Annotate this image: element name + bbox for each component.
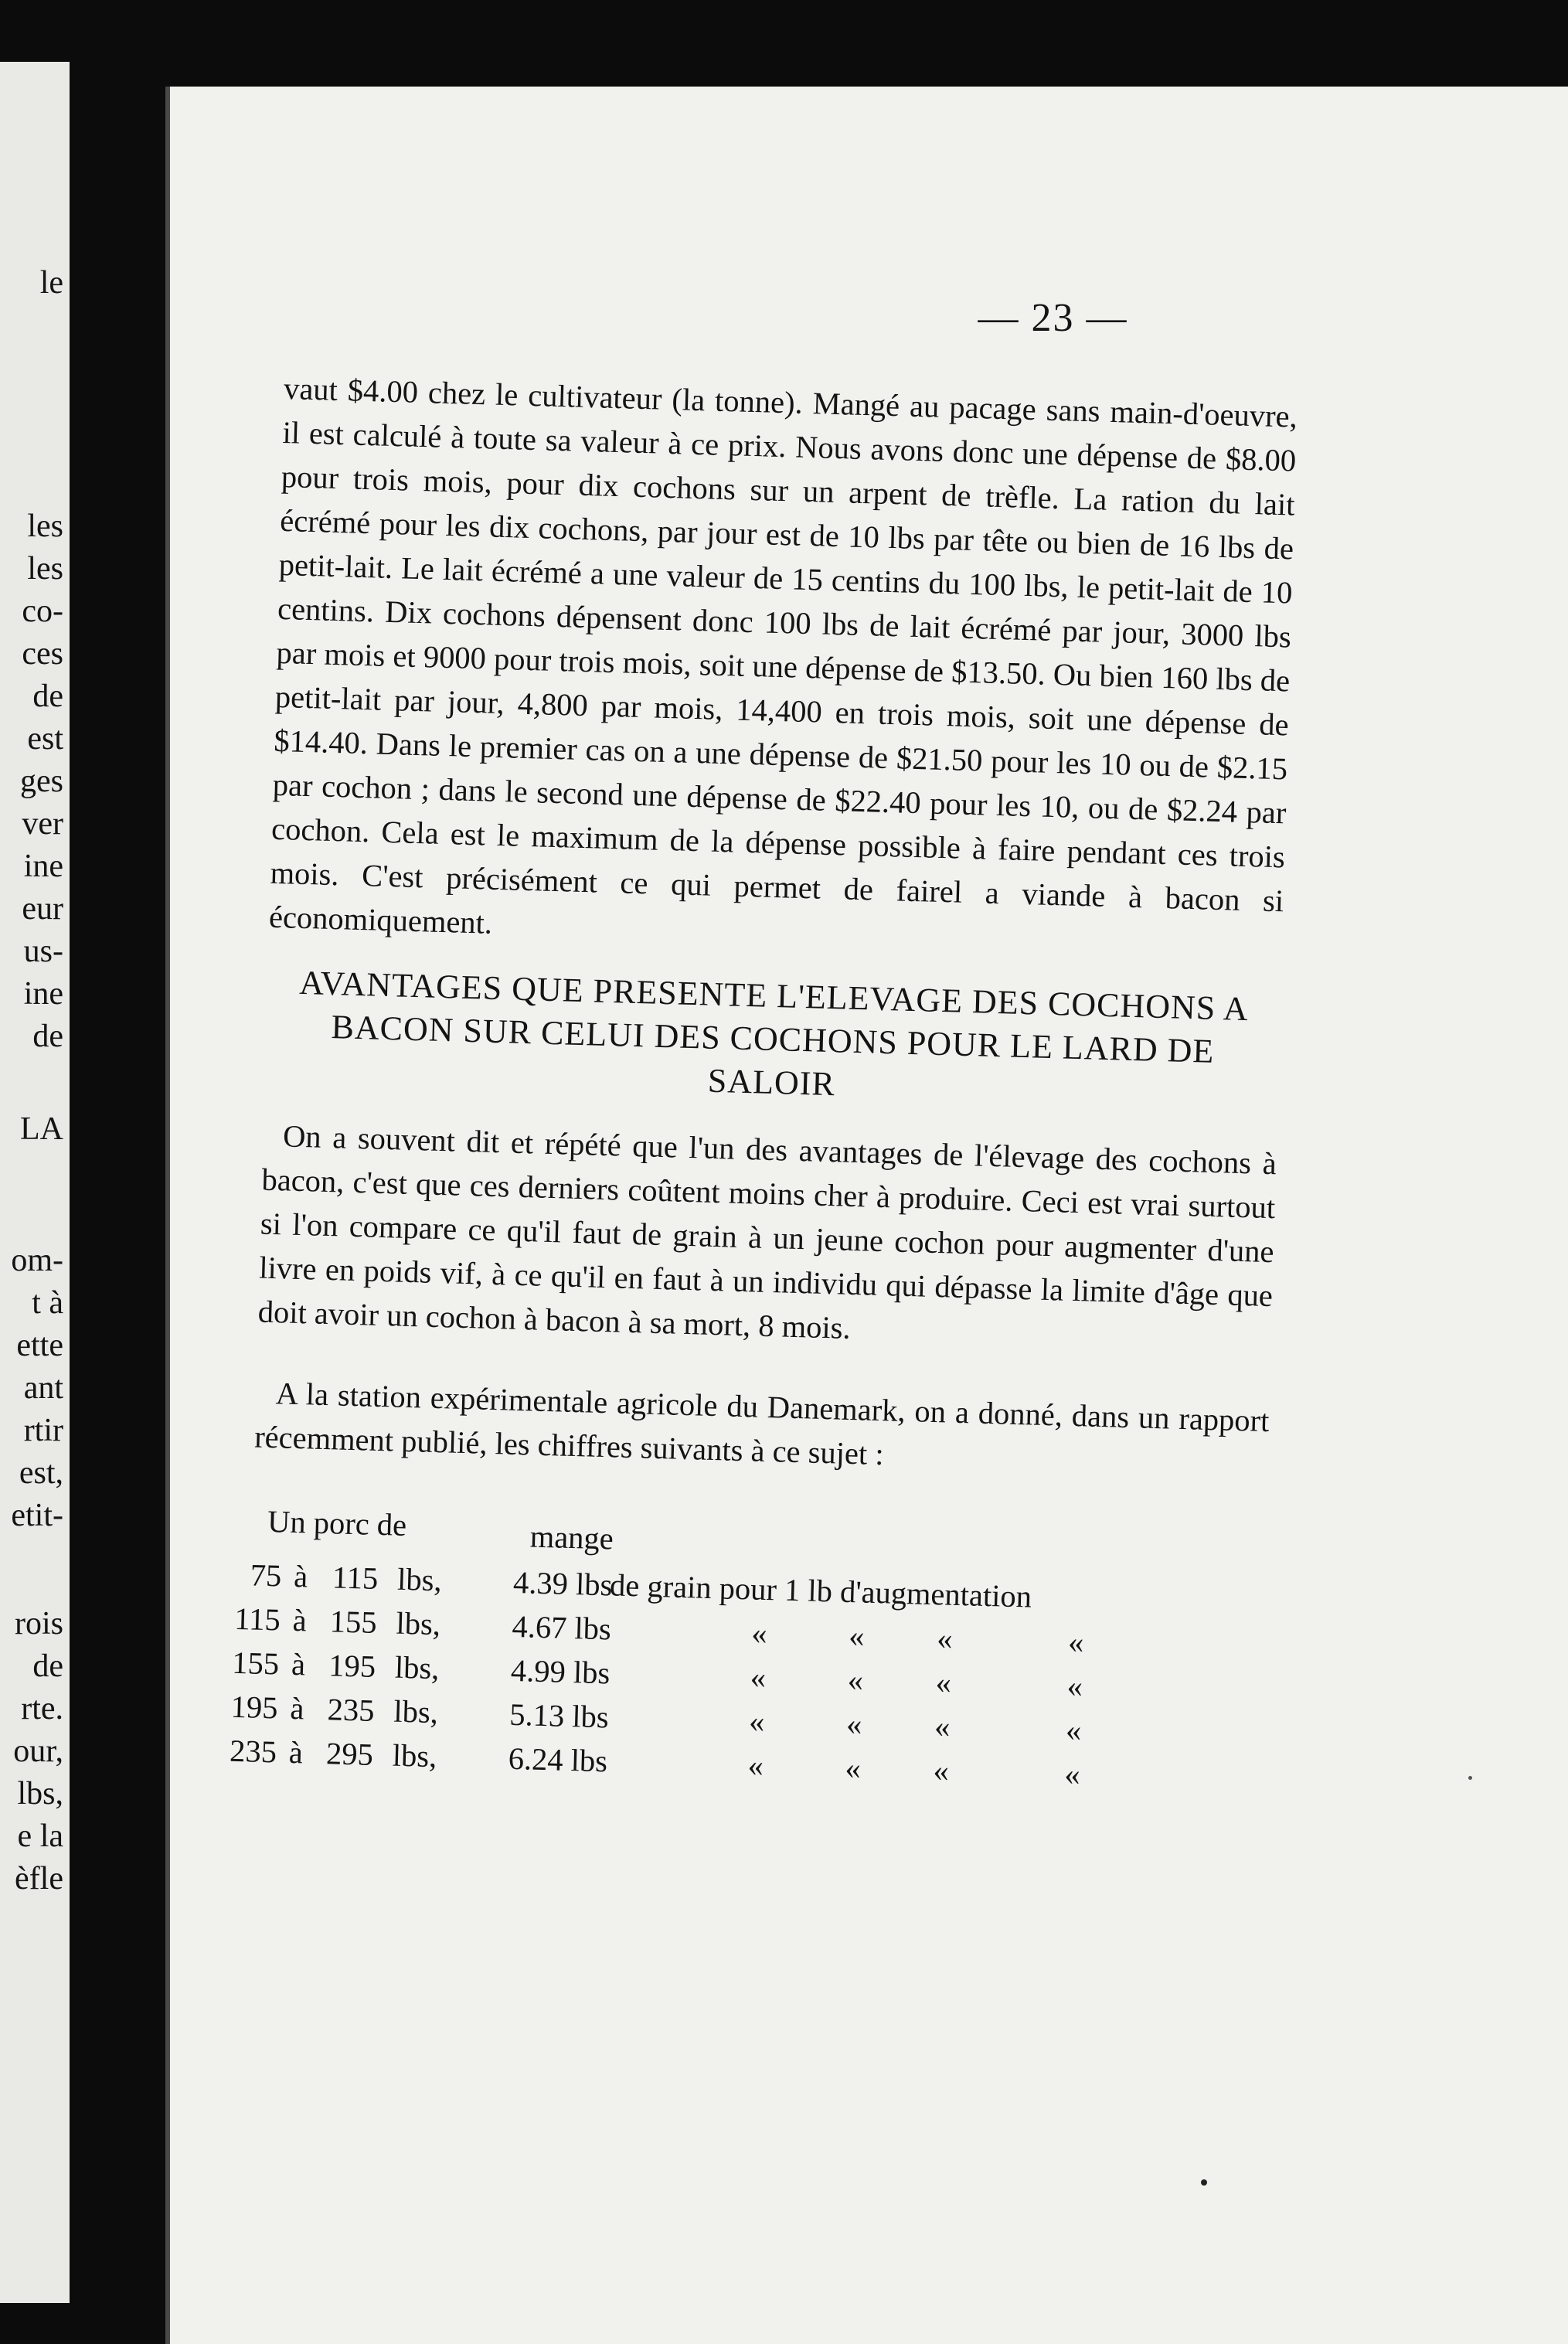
table-cell-q4: « [1067, 1624, 1085, 1660]
left-page-fragment-text: de [32, 1648, 63, 1684]
table-cell-a: à [291, 1646, 306, 1682]
table-cell-to: 155 [329, 1604, 378, 1640]
table-cell-grain: 5.13 lbs [508, 1696, 610, 1735]
table-cell-grain: 4.39 lbs [512, 1564, 614, 1603]
table-cell-grain: 6.24 lbs [508, 1740, 608, 1779]
section-heading: AVANTAGES QUE PRESENTE L'ELEVAGE DES COCHONS A BACON SUR CELUI DES COCHONS POUR LE LARD DE SALOIR [298, 963, 1250, 1104]
left-page-fragment-text: ges [20, 764, 63, 799]
table-rows [229, 1553, 1264, 1801]
table-cell-q1: « [748, 1703, 766, 1740]
table-cell-a: à [293, 1558, 308, 1594]
table-cell-from: 235 [229, 1733, 277, 1770]
left-page-fragment-text: ces [22, 636, 63, 672]
left-page-fragment-text: us- [23, 934, 63, 969]
table-header-eats: mange [529, 1519, 614, 1556]
left-page-fragment-text: t à [32, 1285, 63, 1321]
table-cell-unit: lbs, [394, 1649, 440, 1686]
table-cell-unit: lbs, [396, 1605, 441, 1642]
table-cell-q3: « [932, 1753, 950, 1788]
table-cell-from: 115 [233, 1601, 281, 1638]
table-cell-from: 155 [231, 1645, 280, 1682]
left-page-fragment-text: rte. [21, 1691, 63, 1727]
table-cell-to: 195 [328, 1648, 376, 1684]
left-page-fragment-text: lbs, [17, 1776, 63, 1812]
document-page [165, 87, 1568, 2344]
left-page-fragment-text: rtir [23, 1413, 63, 1448]
grain-table [229, 1499, 1266, 1801]
table-cell-unit: lbs, [393, 1693, 439, 1730]
left-page-fragment-text: les [27, 509, 63, 544]
left-page-fragment-text: our, [13, 1733, 63, 1769]
left-page-fragment-text: les [27, 551, 63, 587]
table-cell-grain: 4.99 lbs [510, 1652, 611, 1691]
speck [1468, 1776, 1472, 1780]
left-page-fragment-text: rois [15, 1606, 63, 1641]
paragraph-1: vaut $4.00 chez le cultivateur (la tonne). Mangé au pacage sans main-d'oeuvre, il est calculé à toute sa valeur à ce prix. Nous avons donc une dépense de $8.00 pour trois mois, pour dix cochons sur un arpent de trèfle. La ration du lait écrémé pour les dix cochons, par jour est de 10 lbs par tête ou bien de 16 lbs de petit-lait. Le lait écrémé a une valeur de 15 centins du 100 lbs, le petit-lait de 10 centins. Dix cochons dépensent donc 100 lbs de lait écrémé par jour, 3000 lbs par mois et 9000 pour trois mois, soit une dépense de $13.50. Ou bien 160 lbs de petit-lait par jour, 4,800 par mois, 14,400 en trois mois, soit une dépense de $14.40. Dans le premier cas on a une dépense de $21.50 pour les 10 ou de $2.15 par cochon ; dans le second une dépense de $22.40 pour les 10, ou de $2.24 par cochon. Cela est le maximum de la dépense possible à faire pendant ces trois mois. C'est précisément ce qui permet de fairel a viande à bacon si économiquement. [268, 370, 1298, 941]
left-page-fragment-text: ine [23, 849, 63, 884]
table-cell-from: 195 [230, 1689, 279, 1726]
table-cell-q3: « [934, 1709, 951, 1744]
table-cell-q4: « [1066, 1668, 1083, 1704]
left-page-fragment-text: om- [11, 1243, 63, 1278]
table-cell-q4: « [1063, 1756, 1081, 1792]
table-cell-q2: « [845, 1706, 863, 1742]
paragraph-2: On a souvent dit et répété que l'un des avantages de l'élevage des cochons à bacon, c'est que ces derniers coûtent moins cher à produire. Ceci est vrai surtout si l'on compare ce qu'il faut de grain à un jeune cochon pour augmenter d'une livre en poids vif, à ce qu'il en faut à un individu qui dépasse la limite d'âge que doit avoir un cochon à bacon à sa mort, 8 mois. [257, 1118, 1277, 1346]
table-cell-unit: lbs, [396, 1561, 443, 1598]
left-page-fragment-text: èfle [15, 1861, 63, 1897]
ink-dot [1201, 2179, 1207, 2186]
text-block [229, 366, 1298, 1801]
table-cell-to: 295 [325, 1736, 374, 1772]
table-cell-rest: de grain pour 1 lb d'augmentation [609, 1567, 1032, 1614]
table-cell-unit: lbs, [392, 1737, 437, 1774]
table-cell-q1: « [747, 1747, 764, 1784]
left-page-fragment-text: etit- [11, 1498, 63, 1533]
page-number: — 23 — [978, 296, 1128, 340]
table-cell-a: à [289, 1690, 305, 1727]
table-cell-q2: « [848, 1618, 866, 1654]
left-page-fragment-text: de [32, 1019, 63, 1054]
left-page-fragment-text: eur [22, 891, 63, 927]
table-cell-q2: « [847, 1662, 864, 1698]
table-cell-a: à [292, 1602, 308, 1638]
left-page-fragment-text: LA [20, 1111, 63, 1147]
table-cell-q3: « [936, 1621, 954, 1656]
table-cell-q1: « [750, 1615, 768, 1652]
left-page-fragment-text: le [39, 265, 63, 301]
left-page-fragment-text: est [27, 721, 63, 757]
left-page-fragment-text: ine [23, 976, 63, 1012]
table-cell-grain: 4.67 lbs [511, 1608, 612, 1647]
left-page-fragment-text: co- [22, 594, 63, 629]
table-cell-q3: « [935, 1665, 952, 1700]
table-cell-to: 235 [327, 1692, 376, 1728]
paragraph-3: A la station expérimentale agricole du Danemark, on a donné, dans un rapport récemment publié, les chiffres suivants à ce sujet : [253, 1376, 1270, 1472]
left-page-fragment [0, 62, 70, 2303]
table-cell-a: à [288, 1734, 304, 1771]
left-page-fragment-text: ver [22, 806, 63, 842]
left-page-fragment-text: est, [19, 1455, 63, 1491]
table-cell-q2: « [845, 1750, 862, 1786]
table-cell-q1: « [750, 1659, 767, 1696]
table-header-weight: Un porc de [267, 1503, 407, 1543]
left-page-fragment-text: ant [23, 1370, 63, 1406]
table-cell-from: 75 [250, 1557, 282, 1594]
left-page-fragment-text: de [32, 679, 63, 714]
left-page-fragment-text: ette [16, 1328, 63, 1363]
table-cell-q4: « [1065, 1712, 1082, 1748]
left-page-fragment-text: e la [17, 1818, 63, 1854]
table-cell-to: 115 [332, 1560, 379, 1596]
